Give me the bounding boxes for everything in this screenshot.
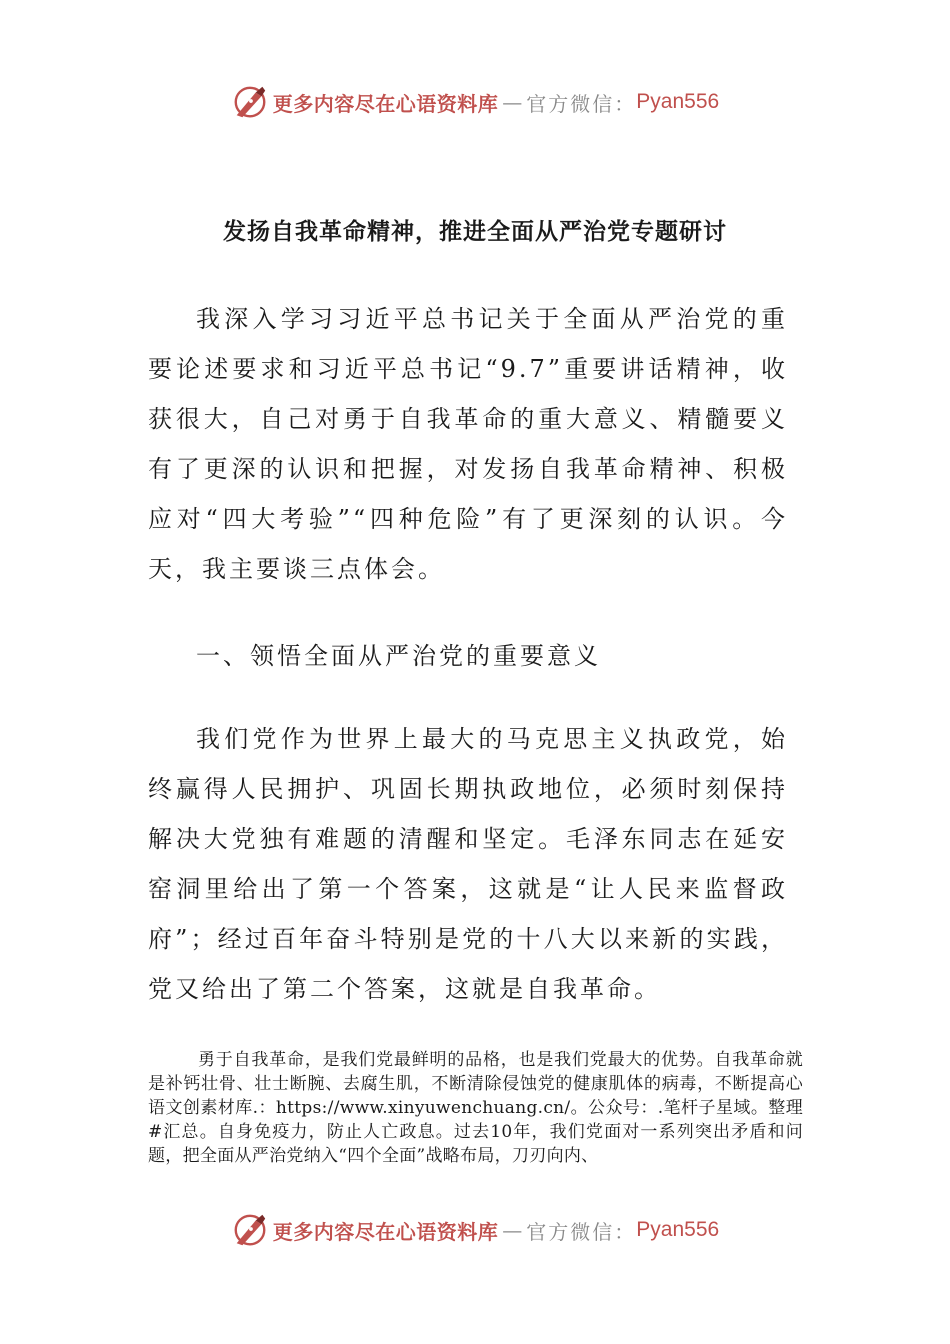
banner-separator: — [502,90,523,114]
paragraph-section-1: 我们党作为世界上最大的马克思主义执政党，始终赢得人民拥护、巩固长期执政地位，必须时刻保持解决大党独有难题的清醒和坚定。毛泽东同志在延安窑洞里给出了第一个答案，这就是“让人民来监督政府”；经过百年奋斗特别是党的十八大以来新的实践，党又给出了第二个答案，这就是自我革命。 [148,725,788,1003]
document-title: 发扬自我革命精神，推进全面从严治党专题研讨 [223,218,727,245]
pen-nib-logo-icon [231,83,269,121]
banner-brand-text: 更多内容尽在心语资料库 [272,91,499,116]
paragraph-small-print: 勇于自我革命，是我们党最鲜明的品格，也是我们党最大的优势。自我革命就是补钙壮骨、壮士断腕、去腐生肌，不断清除侵蚀党的健康肌体的病毒，不断提高心语文创素材库.：https://www.xinyuwenchuang.cn/。公众号：.笔杆子星域。整理#汇总。自身免疫力，防止人亡政息。过去10年，我们党面对一系列突出矛盾和问题，把全面从严治党纳入“四个全面”战略布局，刀刃向内、 [148,1050,803,1166]
banner-separator: — [502,1218,523,1242]
pen-nib-logo-icon [231,1211,269,1249]
banner-wechat-id: Pyan556 [636,1218,720,1241]
banner-official-label: 官方微信： [526,1219,637,1244]
banner-brand-text: 更多内容尽在心语资料库 [272,1219,499,1244]
banner-official-label: 官方微信： [526,91,637,116]
section-heading-1: 一、领悟全面从严治党的重要意义 [196,642,601,670]
paragraph-intro: 我深入学习习近平总书记关于全面从严治党的重要论述要求和习近平总书记“9.7”重要讲话精神，收获很大，自己对勇于自我革命的重大意义、精髓要义有了更深的认识和把握，对发扬自我革命精神、积极应对“四大考验”“四种危险”有了更深刻的认识。今天，我主要谈三点体会。 [148,305,788,583]
banner-wechat-id: Pyan556 [636,90,720,113]
footer-watermark-banner [0,1208,950,1252]
header-watermark-banner [0,80,950,124]
